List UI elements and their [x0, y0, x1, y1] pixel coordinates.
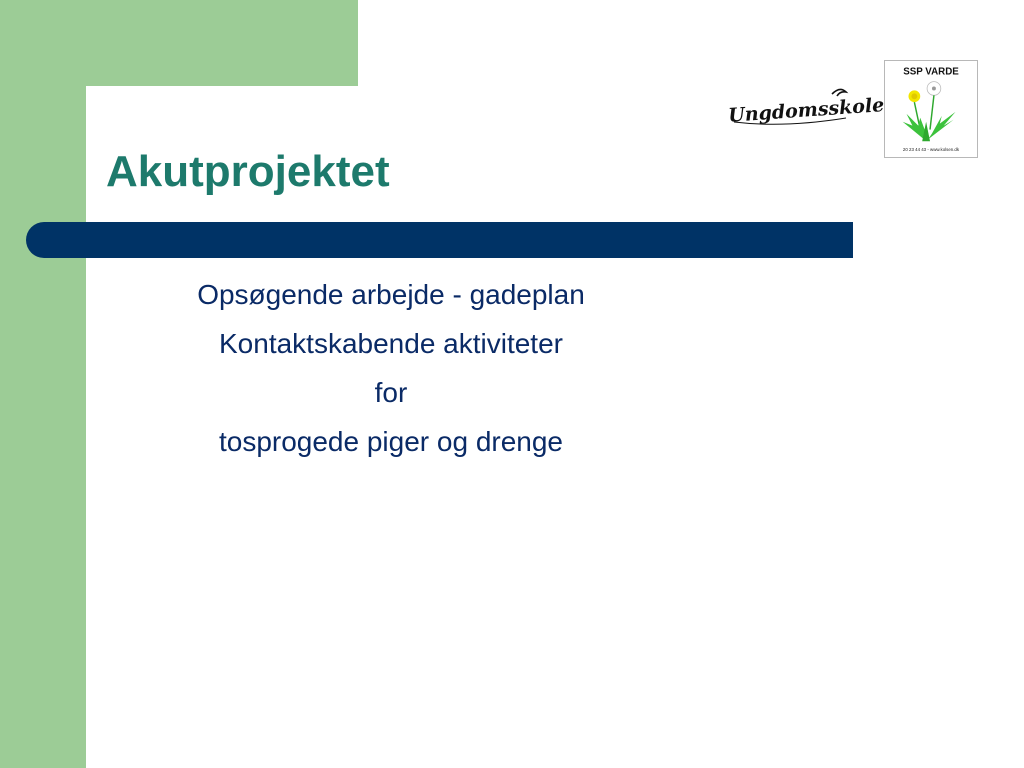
ungdomsskolen-logo	[724, 80, 899, 130]
slide-body	[120, 270, 662, 466]
green-side-strip	[0, 0, 86, 768]
body-line: for	[374, 377, 408, 408]
green-top-block	[0, 0, 358, 86]
ssp-title: SSP VARDE	[903, 66, 959, 78]
title-underline-bar	[26, 222, 853, 258]
ungdomsskolen-wordmark: Ungdomsskolen	[727, 93, 899, 127]
rounded-corner	[86, 86, 146, 146]
ssp-varde-logo	[884, 60, 978, 158]
slide-title: Akutprojektet	[106, 147, 390, 196]
body-line: tosprogede piger og drenge	[218, 426, 564, 457]
ssp-footer: 20 23 44 43 - www.kolsen.dk	[902, 147, 960, 153]
body-line: Opsøgende arbejde - gadeplan	[197, 279, 585, 310]
body-line: Kontaktskabende aktiviteter	[219, 328, 563, 359]
